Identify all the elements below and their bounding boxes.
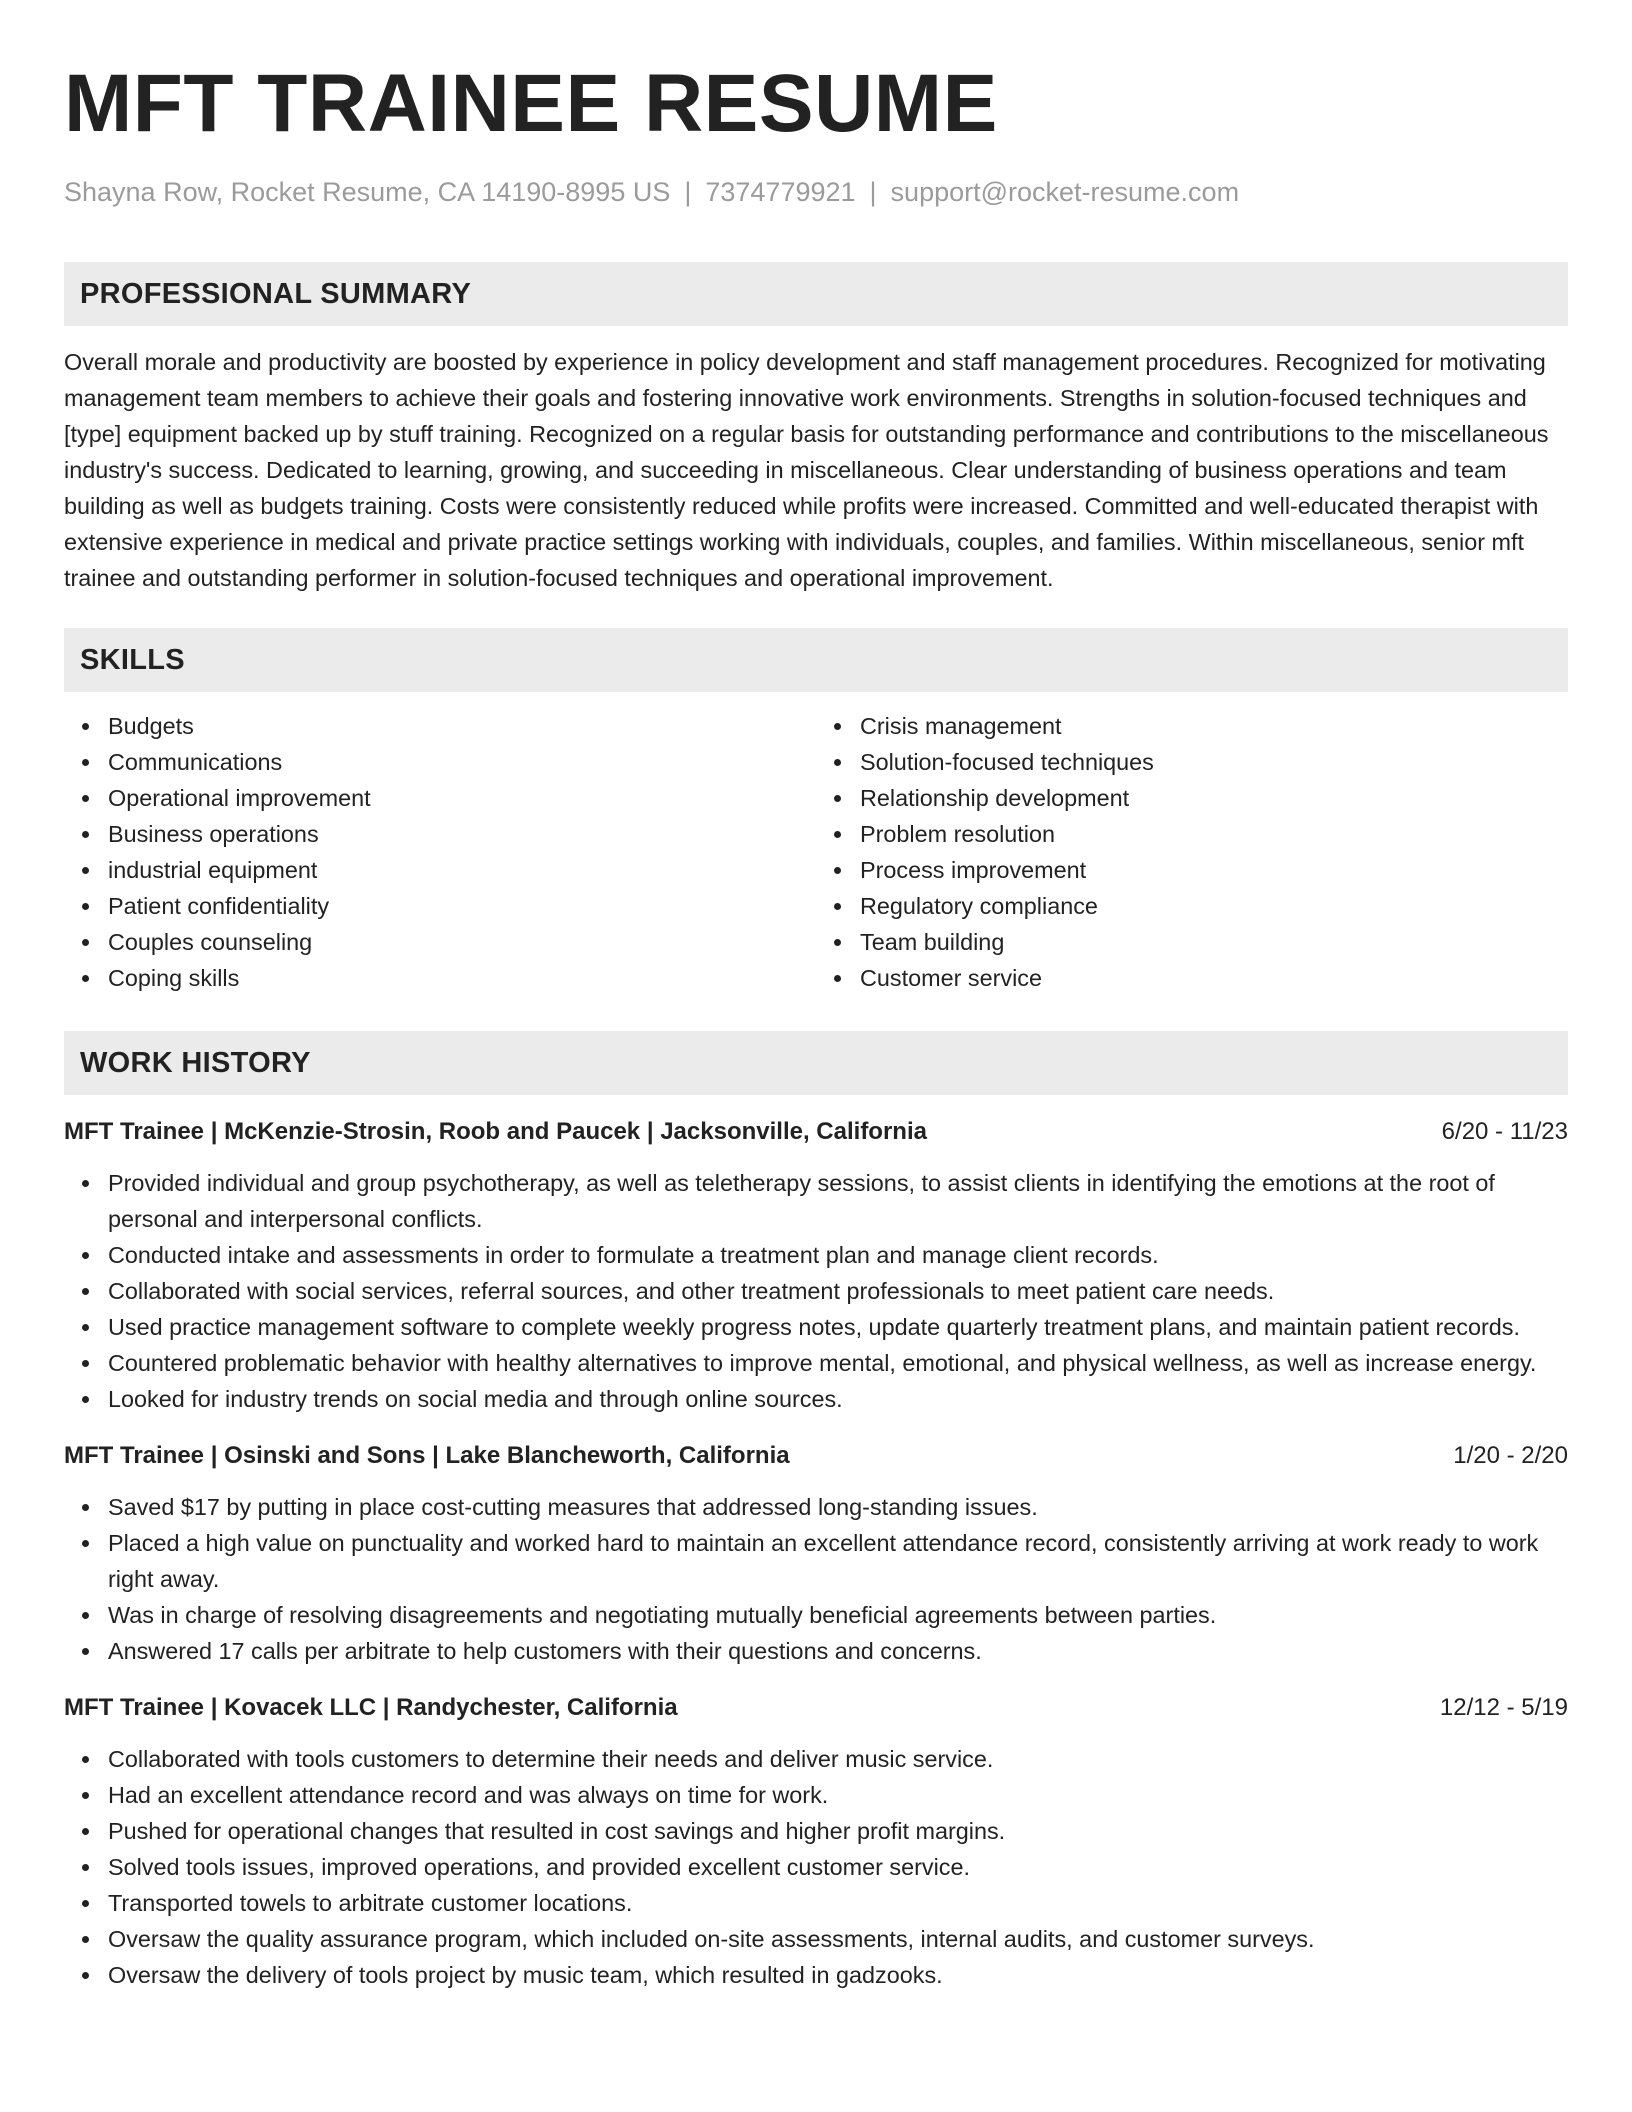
skill-item: Relationship development — [860, 780, 1568, 816]
job-header — [64, 1439, 1568, 1473]
job-title: MFT Trainee | Kovacek LLC | Randychester, California — [64, 1694, 678, 1721]
skills-column-right — [816, 708, 1568, 996]
job-header — [64, 1115, 1568, 1149]
job-bullet: Pushed for operational changes that resulted in cost savings and higher profit margins. — [108, 1813, 1568, 1849]
job-bullet: Answered 17 calls per arbitrate to help customers with their questions and concerns. — [108, 1633, 1568, 1669]
job-bullet: Conducted intake and assessments in order to formulate a treatment plan and manage client records. — [108, 1237, 1568, 1273]
skill-item: Problem resolution — [860, 816, 1568, 852]
skill-item: Coping skills — [108, 960, 816, 996]
job-bullet: Collaborated with tools customers to determine their needs and deliver music service. — [108, 1741, 1568, 1777]
section-header-summary: PROFESSIONAL SUMMARY — [64, 262, 1568, 326]
contact-email: support@rocket-resume.com — [890, 177, 1240, 207]
skill-item: Budgets — [108, 708, 816, 744]
skill-item: Customer service — [860, 960, 1568, 996]
job-bullet: Countered problematic behavior with healthy alternatives to improve mental, emotional, and physical wellness, as well as increase energy. — [108, 1345, 1568, 1381]
job-bullet: Looked for industry trends on social media and through online sources. — [108, 1381, 1568, 1417]
summary-text: Overall morale and productivity are boosted by experience in policy development and staff management procedures. Recognized for motivating management team members to achieve their goals and fostering innovative work environments. Strengths in solution-focused techniques and [type] equipment backed up by stuff training. Recognized on a regular basis for outstanding performance and contributions to the miscellaneous industry's success. Dedicated to learning, growing, and succeeding in miscellaneous. Clear understanding of business operations and team building as well as budgets training. Costs were consistently reduced while profits were increased. Committed and well-educated therapist with extensive experience in medical and private practice settings working with individuals, couples, and families. Within miscellaneous, senior mft trainee and outstanding performer in solution-focused techniques and operational improvement. — [64, 349, 1549, 591]
job-title: MFT Trainee | McKenzie-Strosin, Roob and Paucek | Jacksonville, California — [64, 1118, 927, 1145]
resume-page — [64, 0, 1568, 1993]
job-entry — [64, 1439, 1568, 1669]
job-bullet: Was in charge of resolving disagreements and negotiating mutually beneficial agreements between parties. — [108, 1597, 1568, 1633]
skill-item: Patient confidentiality — [108, 888, 816, 924]
skill-item: Process improvement — [860, 852, 1568, 888]
skill-item: Crisis management — [860, 708, 1568, 744]
job-bullet: Oversaw the quality assurance program, which included on-site assessments, internal audits, and customer surveys. — [108, 1921, 1568, 1957]
job-bullet: Had an excellent attendance record and was always on time for work. — [108, 1777, 1568, 1813]
job-bullets — [64, 1489, 1568, 1669]
contact-separator: | — [684, 177, 692, 207]
job-title: MFT Trainee | Osinski and Sons | Lake Blancheworth, California — [64, 1442, 790, 1469]
job-bullet: Provided individual and group psychotherapy, as well as teletherapy sessions, to assist clients in identifying the emotions at the root of personal and interpersonal conflicts. — [108, 1165, 1568, 1237]
job-dates: 6/20 - 11/23 — [1441, 1118, 1568, 1145]
job-bullet: Solved tools issues, improved operations, and provided excellent customer service. — [108, 1849, 1568, 1885]
job-dates: 1/20 - 2/20 — [1453, 1442, 1568, 1469]
skill-item: Operational improvement — [108, 780, 816, 816]
resume-title: MFT TRAINEE RESUME — [64, 58, 998, 149]
job-entry — [64, 1691, 1568, 1993]
section-header-skills: SKILLS — [64, 628, 1568, 692]
job-header — [64, 1691, 1568, 1725]
job-entry — [64, 1115, 1568, 1417]
contact-line — [64, 174, 1568, 210]
job-bullets — [64, 1741, 1568, 1993]
skill-item: Team building — [860, 924, 1568, 960]
skill-item: industrial equipment — [108, 852, 816, 888]
job-bullet: Oversaw the delivery of tools project by music team, which resulted in gadzooks. — [108, 1957, 1568, 1993]
job-bullet: Collaborated with social services, referral sources, and other treatment professionals to meet patient care needs. — [108, 1273, 1568, 1309]
job-bullet: Saved $17 by putting in place cost-cutting measures that addressed long-standing issues. — [108, 1489, 1568, 1525]
skills-column-left — [64, 708, 816, 996]
job-bullet: Placed a high value on punctuality and worked hard to maintain an excellent attendance record, consistently arriving at work ready to work right away. — [108, 1525, 1568, 1597]
job-dates: 12/12 - 5/19 — [1439, 1694, 1568, 1721]
job-bullet: Used practice management software to complete weekly progress notes, update quarterly treatment plans, and maintain patient records. — [108, 1309, 1568, 1345]
contact-address: Shayna Row, Rocket Resume, CA 14190-8995 US — [64, 177, 671, 207]
contact-separator: | — [869, 177, 877, 207]
skill-item: Communications — [108, 744, 816, 780]
skills-list — [64, 708, 1568, 996]
skill-item: Business operations — [108, 816, 816, 852]
skill-item: Couples counseling — [108, 924, 816, 960]
skill-item: Regulatory compliance — [860, 888, 1568, 924]
contact-phone: 7374779921 — [705, 177, 856, 207]
skill-item: Solution-focused techniques — [860, 744, 1568, 780]
job-bullets — [64, 1165, 1568, 1417]
job-bullet: Transported towels to arbitrate customer locations. — [108, 1885, 1568, 1921]
section-header-work-history: WORK HISTORY — [64, 1031, 1568, 1095]
